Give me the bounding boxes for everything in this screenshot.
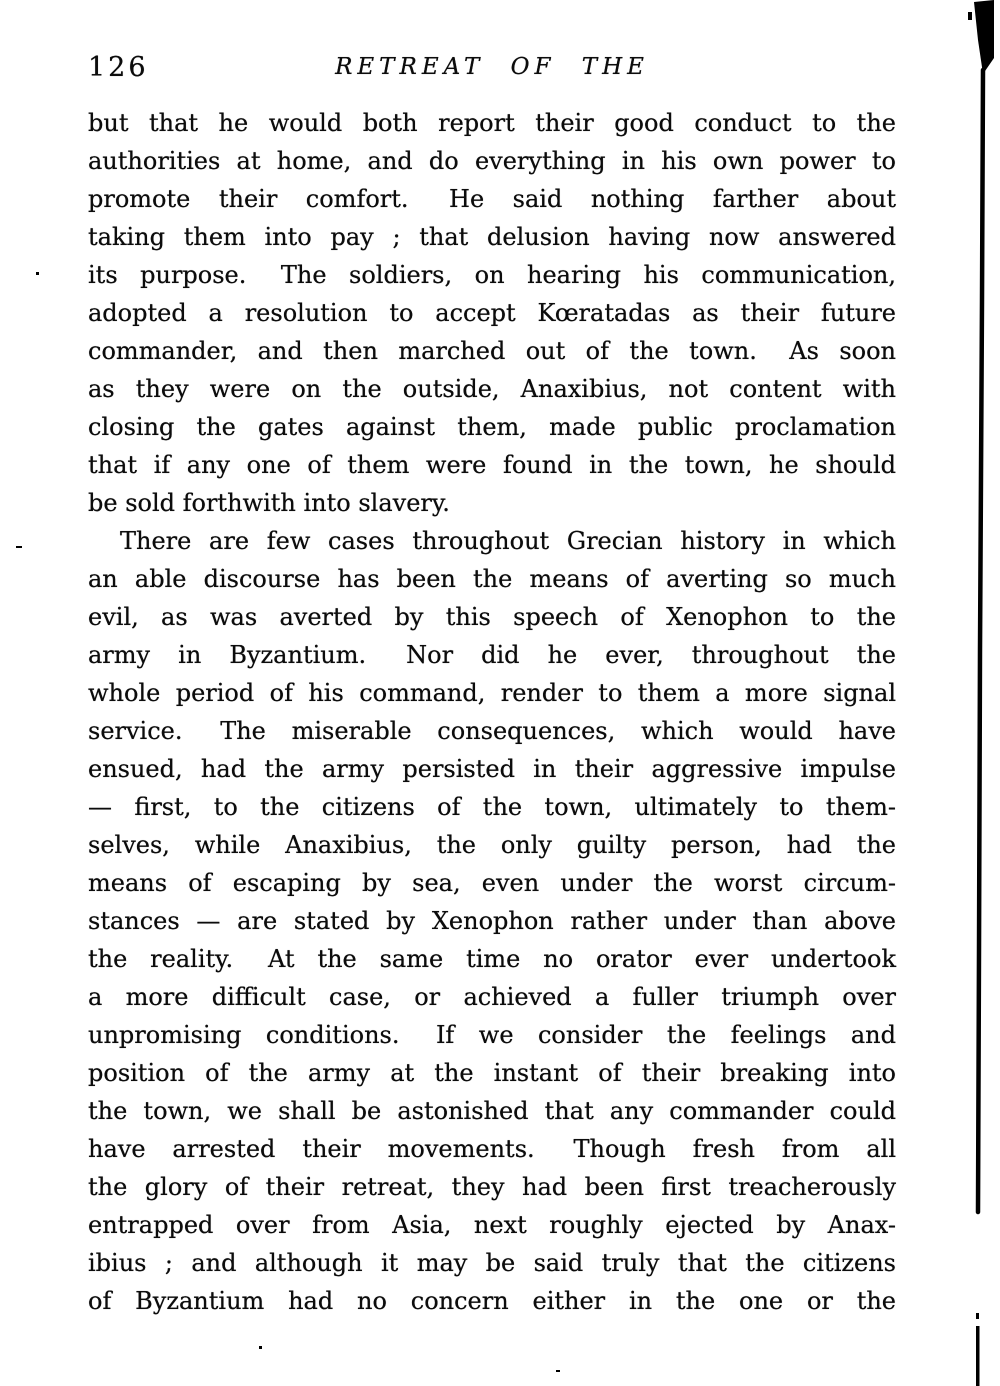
text-line: army in Byzantium. Nor did he ever, throughout the xyxy=(88,641,896,669)
text-line: selves, while Anaxibius, the only guilty person, had the xyxy=(88,831,896,859)
text-line: the glory of their retreat, they had been first treacherously xyxy=(88,1173,896,1201)
page-body xyxy=(88,104,896,1320)
text-line: promote their comfort. He said nothing farther about xyxy=(88,185,896,213)
scan-speck-left-2 xyxy=(16,546,22,548)
text-line: service. The miserable consequences, which would have xyxy=(88,717,896,745)
page-number: 126 xyxy=(88,52,149,83)
text-line: taking them into pay ; that delusion having now answered xyxy=(88,223,896,251)
text-line: but that he would both report their good conduct to the xyxy=(88,109,896,137)
text-line: evil, as was averted by this speech of Xenophon to the xyxy=(88,603,896,631)
scan-artifact-top-wedge xyxy=(974,0,994,74)
scan-artifact-speck xyxy=(968,12,972,20)
text-line: — first, to the citizens of the town, ultimately to them- xyxy=(88,793,896,821)
scan-artifact-right-line xyxy=(978,70,983,1212)
text-line: commander, and then marched out of the town. As soon xyxy=(88,337,896,365)
text-line: entrapped over from Asia, next roughly ejected by Anax- xyxy=(88,1211,896,1239)
text-line: be sold forthwith into slavery. xyxy=(88,489,450,517)
text-line: a more difficult case, or achieved a fuller triumph over xyxy=(88,983,896,1011)
text-line: of Byzantium had no concern either in the one or the xyxy=(88,1287,896,1315)
text-line: position of the army at the instant of their breaking into xyxy=(88,1059,896,1087)
text-line: that if any one of them were found in the town, he should xyxy=(88,451,896,479)
text-line: adopted a resolution to accept Kœratadas as their future xyxy=(88,299,896,327)
text-line: ibius ; and although it may be said truly that the citizens xyxy=(88,1249,896,1277)
text-line: There are few cases throughout Grecian history in which xyxy=(120,527,896,555)
text-line: the town, we shall be astonished that any commander could xyxy=(88,1097,896,1125)
running-header xyxy=(88,48,896,88)
text-line: closing the gates against them, made public proclamation xyxy=(88,413,896,441)
text-line: its purpose. The soldiers, on hearing his communication, xyxy=(88,261,896,289)
text-line: ensued, had the army persisted in their aggressive impulse xyxy=(88,755,896,783)
text-line: means of escaping by sea, even under the worst circum- xyxy=(88,869,896,897)
text-line: an able discourse has been the means of averting so much xyxy=(88,565,896,593)
text-line: unpromising conditions. If we consider the feelings and xyxy=(88,1021,896,1049)
text-line: whole period of his command, render to them a more signal xyxy=(88,679,896,707)
text-line: authorities at home, and do everything in his own power to xyxy=(88,147,896,175)
text-line: have arrested their movements. Though fresh from all xyxy=(88,1135,896,1163)
scan-speck-bottom-1 xyxy=(259,1346,262,1349)
scan-speck-bottom-2 xyxy=(556,1370,560,1372)
scan-artifact-bottom-dash xyxy=(976,1313,979,1319)
scan-artifact-bottom-line xyxy=(976,1326,980,1386)
scan-speck-left-1 xyxy=(36,272,39,275)
text-line: the reality. At the same time no orator ever undertook xyxy=(88,945,896,973)
running-header-title: RETREAT OF THE xyxy=(335,54,649,80)
text-line: as they were on the outside, Anaxibius, not content with xyxy=(88,375,896,403)
text-line: stances — are stated by Xenophon rather under than above xyxy=(88,907,896,935)
